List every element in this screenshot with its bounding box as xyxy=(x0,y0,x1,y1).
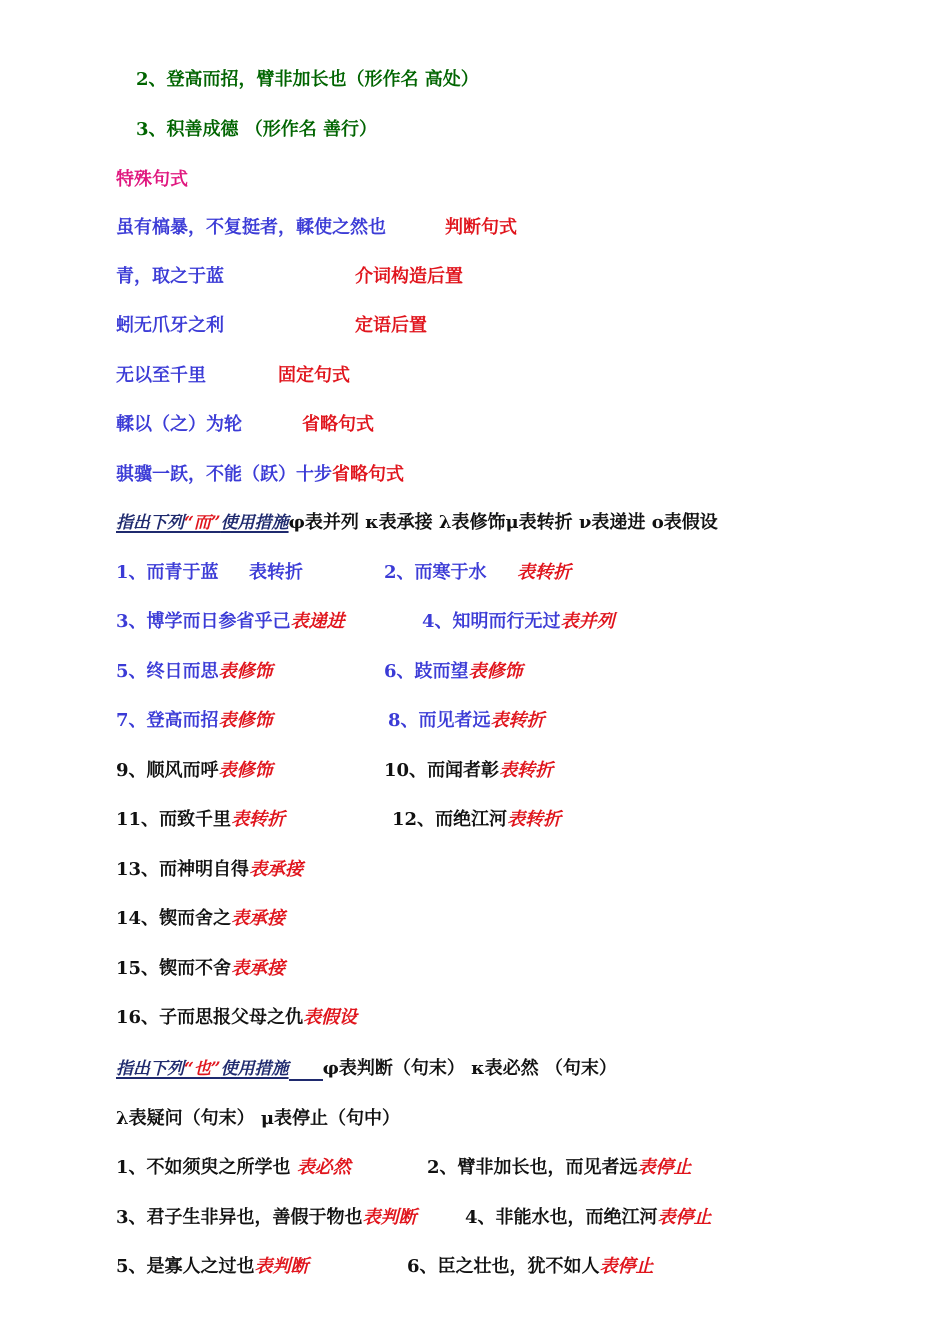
er-item: 13、而神明自得表承接 xyxy=(116,859,304,880)
special-type: 省略句式 xyxy=(302,414,374,435)
er-item: 10、而闻者彰表转折 xyxy=(384,760,554,781)
special-type: 定语后置 xyxy=(355,315,427,336)
er-section-heading xyxy=(116,511,718,535)
ye-item: 6、臣之壮也，犹不如人表停止 xyxy=(407,1256,654,1277)
special-title: 特殊句式 xyxy=(116,169,188,190)
special-row xyxy=(116,463,916,487)
ye-item: 3、君子生非异也，善假于物也表判断 xyxy=(116,1207,417,1228)
er-item: 8、而见者远表转折 xyxy=(388,710,545,731)
er-item: 12、而绝江河表转折 xyxy=(392,809,562,830)
er-legend: φ表并列 κ表承接 λ表修饰μ表转折 ν表递进 ο表假设 xyxy=(288,512,718,533)
er-item: 4、知明而行无过表并列 xyxy=(422,611,615,632)
heading-underline xyxy=(289,1061,323,1081)
special-sentence: 青，取之于蓝 xyxy=(116,266,224,287)
ye-item: 4、非能水也，而绝江河表停止 xyxy=(465,1207,712,1228)
ye-item: 1、不如须臾之所学也 表必然 xyxy=(116,1157,351,1178)
er-item: 2、而寒于水 xyxy=(384,562,487,583)
special-type: 判断句式 xyxy=(445,217,517,238)
er-item: 11、而致千里表转折 xyxy=(116,809,286,830)
special-sentence: 輮以（之）为轮 xyxy=(116,414,242,435)
er-item-usage: 表转折 xyxy=(517,562,571,583)
special-sentence: 无以至千里 xyxy=(116,365,206,386)
ye-legend-2: λ表疑问（句末） μ表停止（句中） xyxy=(116,1108,401,1129)
special-sentence: 骐骥一跃，不能（跃）十步 xyxy=(116,464,332,485)
top-list-item-2: 2、登高而招，臂非加长也（形作名 高处） xyxy=(136,69,479,90)
top-list-item-3: 3、积善成德 （形作名 善行） xyxy=(136,119,378,140)
er-item: 3、博学而日参省乎己表递进 xyxy=(116,611,345,632)
ye-item: 5、是寡人之过也表判断 xyxy=(116,1256,309,1277)
er-heading-title: 指出下列“而”使用措施 xyxy=(116,513,289,533)
ye-section-heading xyxy=(116,1057,617,1081)
er-item: 1、而青于蓝 xyxy=(116,562,219,583)
special-sentence: 蚓无爪牙之利 xyxy=(116,315,224,336)
ye-heading-title: 指出下列“也”使用措施 xyxy=(116,1059,289,1079)
er-item: 5、终日而思表修饰 xyxy=(116,661,273,682)
special-type: 介词构造后置 xyxy=(355,266,463,287)
er-item-usage: 表转折 xyxy=(249,562,303,583)
ye-legend-1: φ表判断（句末） κ表必然 （句末） xyxy=(322,1058,617,1079)
er-item: 14、锲而舍之表承接 xyxy=(116,908,286,929)
er-item: 6、跂而望表修饰 xyxy=(384,661,523,682)
er-item: 15、锲而不舍表承接 xyxy=(116,958,286,979)
er-item: 7、登高而招表修饰 xyxy=(116,710,273,731)
er-item: 9、顺风而呼表修饰 xyxy=(116,760,273,781)
er-item: 16、子而思报父母之仇表假设 xyxy=(116,1007,358,1028)
special-sentence: 虽有槁暴，不复挺者，輮使之然也 xyxy=(116,217,386,238)
ye-item: 2、臂非加长也，而见者远表停止 xyxy=(427,1157,692,1178)
special-type: 省略句式 xyxy=(332,464,404,485)
special-type: 固定句式 xyxy=(278,365,350,386)
